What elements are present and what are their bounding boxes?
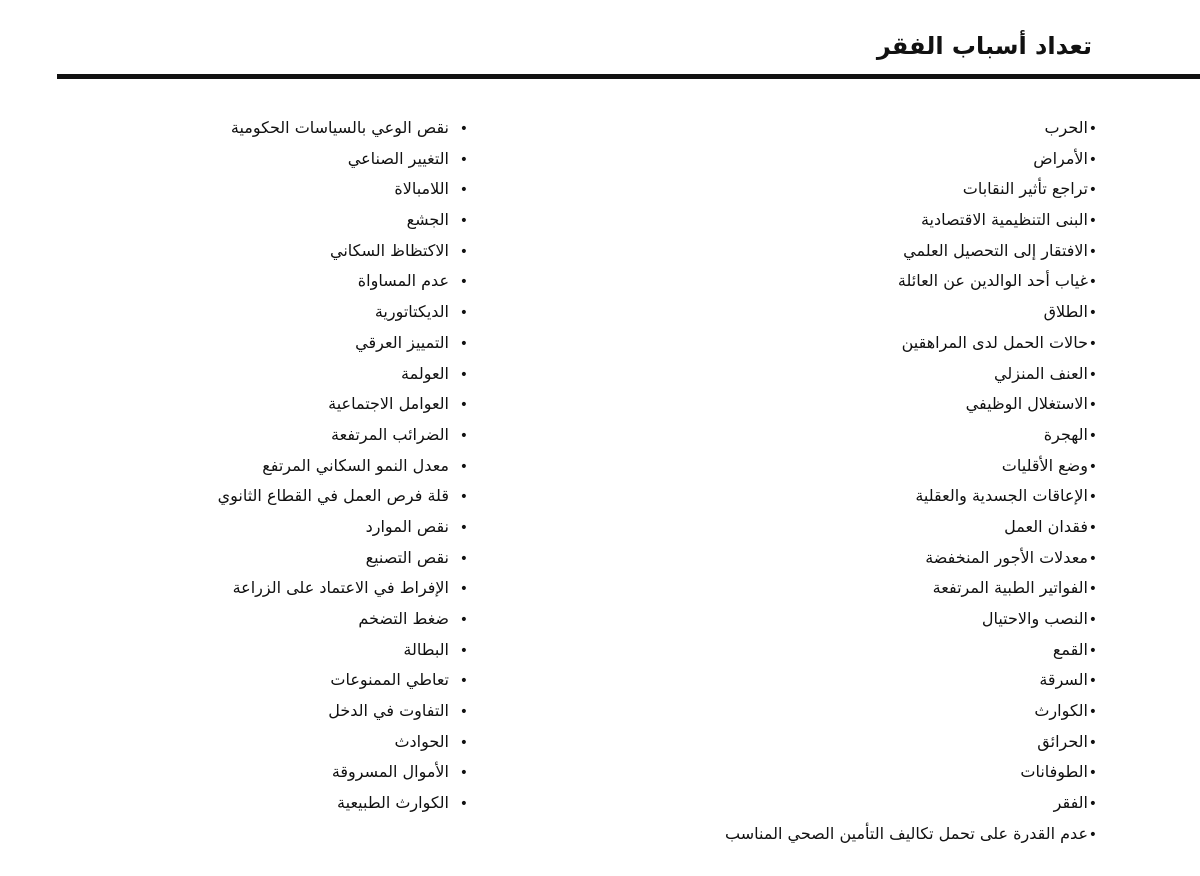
list-item: • الأموال المسروقة <box>18 757 468 788</box>
list-item: • الإعاقات الجسدية والعقلية <box>552 481 1097 512</box>
list-item: • الحرب <box>552 113 1097 144</box>
list-item: • الهجرة <box>552 420 1097 451</box>
list-item: • التغيير الصناعي <box>18 144 468 175</box>
list-item: • الاكتظاظ السكاني <box>18 236 468 267</box>
list-item: • الجشع <box>18 205 468 236</box>
list-item: • اللامبالاة <box>18 174 468 205</box>
list-item: • نقص الموارد <box>18 512 468 543</box>
page-title: تعداد أسباب الفقر <box>876 32 1092 60</box>
causes-list-right <box>552 113 1097 850</box>
list-item: • الفقر <box>552 788 1097 819</box>
list-item: • الكوارث <box>552 696 1097 727</box>
list-item: • الطوفانات <box>552 757 1097 788</box>
list-item: • القمع <box>552 635 1097 666</box>
causes-list-left <box>18 113 468 819</box>
list-item: • العوامل الاجتماعية <box>18 389 468 420</box>
list-item: • السرقة <box>552 665 1097 696</box>
list-item: • ضغط التضخم <box>18 604 468 635</box>
list-item: • معدلات الأجور المنخفضة <box>552 543 1097 574</box>
list-item: • معدل النمو السكاني المرتفع <box>18 451 468 482</box>
list-item: • العولمة <box>18 359 468 390</box>
list-item: • الضرائب المرتفعة <box>18 420 468 451</box>
list-item: • عدم المساواة <box>18 266 468 297</box>
list-item: • وضع الأقليات <box>552 451 1097 482</box>
title-divider <box>57 74 1200 79</box>
list-item: • فقدان العمل <box>552 512 1097 543</box>
list-item: • الأمراض <box>552 144 1097 175</box>
list-item: • قلة فرص العمل في القطاع الثانوي <box>18 481 468 512</box>
list-item: • الفواتير الطبية المرتفعة <box>552 573 1097 604</box>
list-item: • عدم القدرة على تحمل تكاليف التأمين الصحي المناسب <box>552 819 1097 850</box>
list-item: • الافتقار إلى التحصيل العلمي <box>552 236 1097 267</box>
list-item: • الحوادث <box>18 727 468 758</box>
list-item: • الطلاق <box>552 297 1097 328</box>
list-item: • حالات الحمل لدى المراهقين <box>552 328 1097 359</box>
list-item: • البطالة <box>18 635 468 666</box>
list-item: • التفاوت في الدخل <box>18 696 468 727</box>
list-item: • الحرائق <box>552 727 1097 758</box>
list-item: • العنف المنزلي <box>552 359 1097 390</box>
list-item: • الاستغلال الوظيفي <box>552 389 1097 420</box>
list-item: • البنى التنظيمية الاقتصادية <box>552 205 1097 236</box>
list-item: • التمييز العرقي <box>18 328 468 359</box>
list-item: • نقص الوعي بالسياسات الحكومية <box>18 113 468 144</box>
list-item: • الإفراط في الاعتماد على الزراعة <box>18 573 468 604</box>
list-item: • الديكتاتورية <box>18 297 468 328</box>
list-item: • تراجع تأثير النقابات <box>552 174 1097 205</box>
list-item: • نقص التصنيع <box>18 543 468 574</box>
list-item: • غياب أحد الوالدين عن العائلة <box>552 266 1097 297</box>
list-item: • النصب والاحتيال <box>552 604 1097 635</box>
list-item: • تعاطي الممنوعات <box>18 665 468 696</box>
list-item: • الكوارث الطبيعية <box>18 788 468 819</box>
